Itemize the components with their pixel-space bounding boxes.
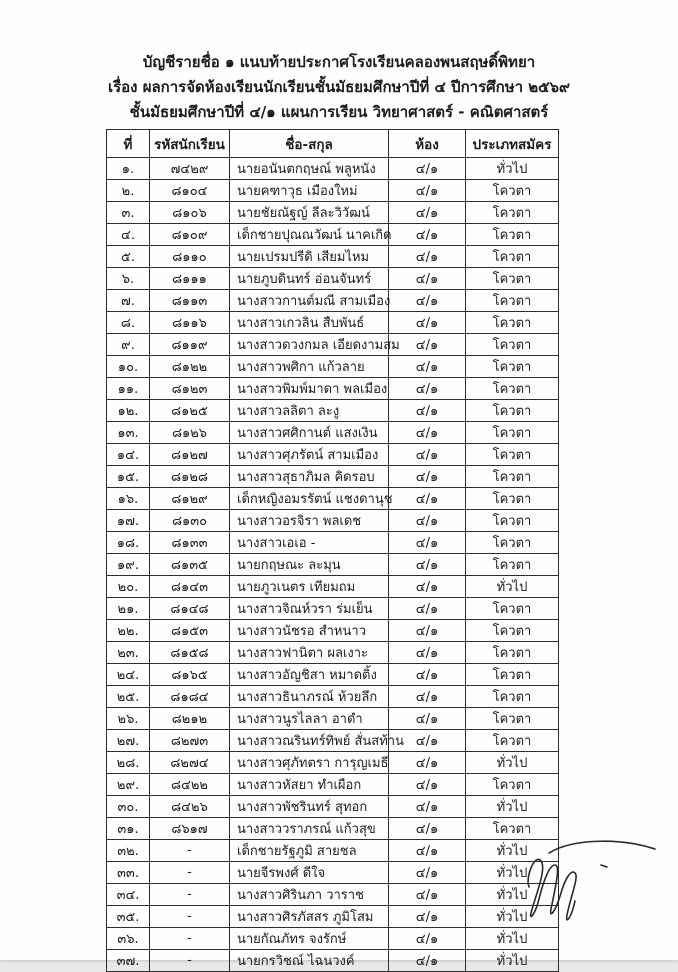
room-cell: ๔/๑ — [389, 268, 466, 290]
application-type-cell: โควตา — [466, 400, 559, 422]
application-type-cell: ทั่วไป — [466, 796, 559, 818]
row-no-cell: ๒. — [107, 180, 150, 202]
table-row — [107, 466, 559, 488]
student-id-cell: ๘๑๑๑ — [150, 268, 230, 290]
student-id-cell: ๗๔๒๙ — [150, 158, 230, 180]
student-name-cell: นางสาวศุภัทตรา การุญเมธี — [230, 752, 389, 774]
table-row — [107, 642, 559, 664]
student-id-cell: ๘๑๘๔ — [150, 686, 230, 708]
application-type-cell: โควตา — [466, 312, 559, 334]
room-cell: ๔/๑ — [389, 796, 466, 818]
row-no-cell: ๖. — [107, 268, 150, 290]
room-cell: ๔/๑ — [389, 840, 466, 862]
student-id-cell: ๘๔๒๖ — [150, 796, 230, 818]
room-cell: ๔/๑ — [389, 576, 466, 598]
room-cell: ๔/๑ — [389, 180, 466, 202]
row-no-cell: ๑๖. — [107, 488, 150, 510]
student-id-cell: - — [150, 840, 230, 862]
table-row — [107, 840, 559, 862]
table-row — [107, 268, 559, 290]
student-id-cell: ๘๑๒๗ — [150, 444, 230, 466]
application-type-cell: โควตา — [466, 378, 559, 400]
student-name-cell: นางสาวอรจิรา พลเดช — [230, 510, 389, 532]
student-id-cell: - — [150, 928, 230, 950]
room-cell: ๔/๑ — [389, 950, 466, 972]
row-no-cell: ๕. — [107, 246, 150, 268]
student-id-cell: ๘๑๒๒ — [150, 356, 230, 378]
student-name-cell: นางสาวเกวลิน สืบพันธ์ — [230, 312, 389, 334]
student-name-cell: เด็กหญิงอมรรัตน์ แชงดานุช — [230, 488, 389, 510]
title-line-1: บัญชีรายชื่อ ๑ แนบท้ายประกาศโรงเรียนคลองพนสฤษดิ์พิทยา — [142, 53, 536, 71]
room-cell: ๔/๑ — [389, 422, 466, 444]
row-no-cell: ๑๘. — [107, 532, 150, 554]
row-no-cell: ๒๔. — [107, 664, 150, 686]
student-name-cell: เด็กชายปุณณวัฒน์ นาคเกิด — [230, 224, 389, 246]
student-name-cell: นางสาวศุภรัตน์ สามเมือง — [230, 444, 389, 466]
room-cell: ๔/๑ — [389, 818, 466, 840]
room-cell: ๔/๑ — [389, 730, 466, 752]
application-type-cell: โควตา — [466, 730, 559, 752]
row-no-cell: ๓. — [107, 202, 150, 224]
student-name-cell: นายอนันตกฤษณ์ พลูหนัง — [230, 158, 389, 180]
table-row — [107, 356, 559, 378]
student-name-cell: นายกรวิชณ์ ไฉนวงค์ — [230, 950, 389, 972]
room-cell: ๔/๑ — [389, 444, 466, 466]
room-cell: ๔/๑ — [389, 686, 466, 708]
application-type-cell: โควตา — [466, 246, 559, 268]
room-cell: ๔/๑ — [389, 928, 466, 950]
student-id-cell: ๘๑๑๙ — [150, 334, 230, 356]
application-type-cell: โควตา — [466, 708, 559, 730]
student-name-cell: นางสาวอัญชิสา หมาดติ้ง — [230, 664, 389, 686]
application-type-cell: โควตา — [466, 818, 559, 840]
row-no-cell: ๔. — [107, 224, 150, 246]
table-row — [107, 158, 559, 180]
table-row — [107, 884, 559, 906]
table-row — [107, 334, 559, 356]
student-id-cell: ๘๑๔๘ — [150, 598, 230, 620]
application-type-cell: โควตา — [466, 224, 559, 246]
student-id-cell: - — [150, 950, 230, 972]
room-cell: ๔/๑ — [389, 664, 466, 686]
table-row — [107, 180, 559, 202]
row-no-cell: ๓๒. — [107, 840, 150, 862]
student-name-cell: นางสาวฟานิตา ผลเงาะ — [230, 642, 389, 664]
application-type-cell: ทั่วไป — [466, 576, 559, 598]
application-type-cell: โควตา — [466, 180, 559, 202]
application-type-cell: โควตา — [466, 422, 559, 444]
student-name-cell: นายจีรพงศ์ ดีใจ — [230, 862, 389, 884]
student-name-cell: นางสาวพศิกา แก้วลาย — [230, 356, 389, 378]
room-cell: ๔/๑ — [389, 466, 466, 488]
row-no-cell: ๓๖. — [107, 928, 150, 950]
student-name-cell: นายเปรมปรีดิ เสียมไหม — [230, 246, 389, 268]
room-cell: ๔/๑ — [389, 290, 466, 312]
room-cell: ๔/๑ — [389, 158, 466, 180]
table-row — [107, 202, 559, 224]
row-no-cell: ๑๑. — [107, 378, 150, 400]
room-cell: ๔/๑ — [389, 884, 466, 906]
table-row — [107, 752, 559, 774]
application-type-cell: ทั่วไป — [466, 840, 559, 862]
application-type-cell: โควตา — [466, 444, 559, 466]
student-id-cell: ๘๑๓๓ — [150, 532, 230, 554]
row-no-cell: ๑๓. — [107, 422, 150, 444]
application-type-cell: โควตา — [466, 686, 559, 708]
student-id-cell: ๘๒๑๒ — [150, 708, 230, 730]
table-header-row — [107, 130, 559, 158]
row-no-cell: ๗. — [107, 290, 150, 312]
table-row — [107, 774, 559, 796]
student-id-cell: ๘๑๐๙ — [150, 224, 230, 246]
row-no-cell: ๑๔. — [107, 444, 150, 466]
row-no-cell: ๓๗. — [107, 950, 150, 972]
student-name-cell: นายชัยณัฐญ์ ลีละวิวัฒน์ — [230, 202, 389, 224]
table-row — [107, 620, 559, 642]
student-name-cell: นางสาวดวงกมล เอียดงามสม — [230, 334, 389, 356]
table-row — [107, 730, 559, 752]
student-name-cell: นางสาวพิมพ์มาดา พลเมือง — [230, 378, 389, 400]
application-type-cell: โควตา — [466, 532, 559, 554]
row-no-cell: ๑๙. — [107, 554, 150, 576]
application-type-cell: ทั่วไป — [466, 158, 559, 180]
table-row — [107, 400, 559, 422]
table-row — [107, 576, 559, 598]
row-no-cell: ๒๘. — [107, 752, 150, 774]
table-row — [107, 378, 559, 400]
application-type-cell: ทั่วไป — [466, 752, 559, 774]
row-no-cell: ๒๗. — [107, 730, 150, 752]
student-name-cell: นางสาวจิณห์วรา ร่มเย็น — [230, 598, 389, 620]
student-id-cell: - — [150, 884, 230, 906]
student-id-cell: ๘๑๒๖ — [150, 422, 230, 444]
student-name-cell: นางสาวศิรภัสสร ภูมิโสม — [230, 906, 389, 928]
table-row — [107, 950, 559, 972]
student-name-cell: นางสาวณรินทร์ทิพย์ สั่นสท้าน — [230, 730, 389, 752]
application-type-cell: โควตา — [466, 466, 559, 488]
table-row — [107, 818, 559, 840]
header-name: ชื่อ-สกุล — [230, 130, 389, 158]
student-name-cell: นายภูวเนตร เทียมถม — [230, 576, 389, 598]
student-name-cell: นายกฤษณะ ละมุน — [230, 554, 389, 576]
student-name-cell: นางสาวนัชรอ สำหนาว — [230, 620, 389, 642]
student-name-cell: นางสาวธินาภรณ์ ห้วยลึก — [230, 686, 389, 708]
application-type-cell: โควตา — [466, 290, 559, 312]
table-row — [107, 862, 559, 884]
application-type-cell: โควตา — [466, 774, 559, 796]
table-row — [107, 246, 559, 268]
student-name-cell: นางสาวนูรไลลา อาดำ — [230, 708, 389, 730]
student-name-cell: นางสาวกานต์มณี สามเมือง — [230, 290, 389, 312]
student-id-cell: - — [150, 862, 230, 884]
header-application-type: ประเภทสมัคร — [466, 130, 559, 158]
room-cell: ๔/๑ — [389, 378, 466, 400]
room-cell: ๔/๑ — [389, 400, 466, 422]
application-type-cell: ทั่วไป — [466, 950, 559, 972]
room-cell: ๔/๑ — [389, 752, 466, 774]
student-id-cell: ๘๑๕๓ — [150, 620, 230, 642]
room-cell: ๔/๑ — [389, 620, 466, 642]
row-no-cell: ๑๗. — [107, 510, 150, 532]
row-no-cell: ๑๐. — [107, 356, 150, 378]
header-no: ที่ — [107, 130, 150, 158]
row-no-cell: ๒๑. — [107, 598, 150, 620]
application-type-cell: โควตา — [466, 620, 559, 642]
title-line-3: ชั้นมัธยมศึกษาปีที่ ๔/๑ แผนการเรียน วิทยาศาสตร์ - คณิตศาสตร์ — [129, 103, 549, 121]
student-id-cell: ๘๑๑๖ — [150, 312, 230, 334]
student-id-cell: ๘๔๒๒ — [150, 774, 230, 796]
row-no-cell: ๓๔. — [107, 884, 150, 906]
row-no-cell: ๓๕. — [107, 906, 150, 928]
room-cell: ๔/๑ — [389, 642, 466, 664]
room-cell: ๔/๑ — [389, 906, 466, 928]
student-name-cell: นายคฑาวุธ เมืองใหม่ — [230, 180, 389, 202]
table-row — [107, 290, 559, 312]
application-type-cell: ทั่วไป — [466, 906, 559, 928]
student-id-cell: ๘๑๒๓ — [150, 378, 230, 400]
table-row — [107, 444, 559, 466]
row-no-cell: ๒๓. — [107, 642, 150, 664]
student-name-cell: นางสาวเอเอ - — [230, 532, 389, 554]
table-row — [107, 532, 559, 554]
student-id-cell: ๘๑๑๓ — [150, 290, 230, 312]
student-name-cell: นางสาวศิรินภา วาราช — [230, 884, 389, 906]
application-type-cell: โควตา — [466, 554, 559, 576]
room-cell: ๔/๑ — [389, 862, 466, 884]
student-name-cell: นางสาวหัสยา ทำเผือก — [230, 774, 389, 796]
row-no-cell: ๑๕. — [107, 466, 150, 488]
room-cell: ๔/๑ — [389, 224, 466, 246]
application-type-cell: โควตา — [466, 268, 559, 290]
room-cell: ๔/๑ — [389, 532, 466, 554]
room-cell: ๔/๑ — [389, 202, 466, 224]
student-id-cell: ๘๑๑๐ — [150, 246, 230, 268]
room-cell: ๔/๑ — [389, 708, 466, 730]
table-row — [107, 928, 559, 950]
student-name-cell: นางสาววราภรณ์ แก้วสุข — [230, 818, 389, 840]
row-no-cell: ๒๐. — [107, 576, 150, 598]
header-student-id: รหัสนักเรียน — [150, 130, 230, 158]
row-no-cell: ๑๒. — [107, 400, 150, 422]
student-id-cell: ๘๑๒๙ — [150, 488, 230, 510]
student-id-cell: ๘๑๒๕ — [150, 400, 230, 422]
table-row — [107, 906, 559, 928]
application-type-cell: โควตา — [466, 598, 559, 620]
student-name-cell: นางสาวศศิกานต์ แสงเงิน — [230, 422, 389, 444]
student-roster-table — [106, 129, 559, 972]
row-no-cell: ๓๓. — [107, 862, 150, 884]
room-cell: ๔/๑ — [389, 598, 466, 620]
application-type-cell: โควตา — [466, 664, 559, 686]
table-row — [107, 224, 559, 246]
application-type-cell: ทั่วไป — [466, 862, 559, 884]
room-cell: ๔/๑ — [389, 356, 466, 378]
row-no-cell: ๙. — [107, 334, 150, 356]
table-row — [107, 554, 559, 576]
application-type-cell: โควตา — [466, 356, 559, 378]
table-row — [107, 664, 559, 686]
row-no-cell: ๒๕. — [107, 686, 150, 708]
room-cell: ๔/๑ — [389, 334, 466, 356]
row-no-cell: ๓๑. — [107, 818, 150, 840]
table-row — [107, 708, 559, 730]
table-row — [107, 422, 559, 444]
row-no-cell: ๒๒. — [107, 620, 150, 642]
student-name-cell: นายกัณภัทร จงรักษ์ — [230, 928, 389, 950]
application-type-cell: โควตา — [466, 510, 559, 532]
student-id-cell: ๘๑๔๓ — [150, 576, 230, 598]
table-row — [107, 796, 559, 818]
room-cell: ๔/๑ — [389, 312, 466, 334]
student-id-cell: - — [150, 906, 230, 928]
row-no-cell: ๓๐. — [107, 796, 150, 818]
student-id-cell: ๘๒๗๔ — [150, 752, 230, 774]
student-id-cell: ๘๑๓๐ — [150, 510, 230, 532]
table-row — [107, 510, 559, 532]
room-cell: ๔/๑ — [389, 774, 466, 796]
row-no-cell: ๘. — [107, 312, 150, 334]
table-row — [107, 686, 559, 708]
row-no-cell: ๑. — [107, 158, 150, 180]
student-id-cell: ๘๑๓๕ — [150, 554, 230, 576]
student-name-cell: นางสาวสุธาภิมล คิดรอบ — [230, 466, 389, 488]
title-line-2: เรื่อง ผลการจัดห้องเรียนนักเรียนชั้นมัธยมศึกษาปีที่ ๔ ปีการศึกษา ๒๕๖๙ — [107, 78, 571, 96]
room-cell: ๔/๑ — [389, 488, 466, 510]
row-no-cell: ๒๖. — [107, 708, 150, 730]
student-id-cell: ๘๑๐๔ — [150, 180, 230, 202]
document-title-block — [0, 0, 678, 125]
student-name-cell: เด็กชายรัฐภูมิ สายชล — [230, 840, 389, 862]
student-id-cell: ๘๑๖๕ — [150, 664, 230, 686]
student-name-cell: นางสาวพัชรินทร์ สุทอก — [230, 796, 389, 818]
student-name-cell: นางสาวลลิตา ละงู — [230, 400, 389, 422]
application-type-cell: โควตา — [466, 202, 559, 224]
table-row — [107, 488, 559, 510]
student-id-cell: ๘๒๗๓ — [150, 730, 230, 752]
row-no-cell: ๒๙. — [107, 774, 150, 796]
room-cell: ๔/๑ — [389, 554, 466, 576]
application-type-cell: โควตา — [466, 642, 559, 664]
student-id-cell: ๘๑๒๘ — [150, 466, 230, 488]
student-id-cell: ๘๖๑๗ — [150, 818, 230, 840]
header-room: ห้อง — [389, 130, 466, 158]
student-id-cell: ๘๑๕๘ — [150, 642, 230, 664]
table-row — [107, 312, 559, 334]
table-row — [107, 598, 559, 620]
application-type-cell: โควตา — [466, 334, 559, 356]
room-cell: ๔/๑ — [389, 246, 466, 268]
application-type-cell: โควตา — [466, 488, 559, 510]
student-id-cell: ๘๑๐๖ — [150, 202, 230, 224]
room-cell: ๔/๑ — [389, 510, 466, 532]
application-type-cell: ทั่วไป — [466, 928, 559, 950]
student-name-cell: นายภูบดินทร์ อ่อนจันทร์ — [230, 268, 389, 290]
application-type-cell: ทั่วไป — [466, 884, 559, 906]
